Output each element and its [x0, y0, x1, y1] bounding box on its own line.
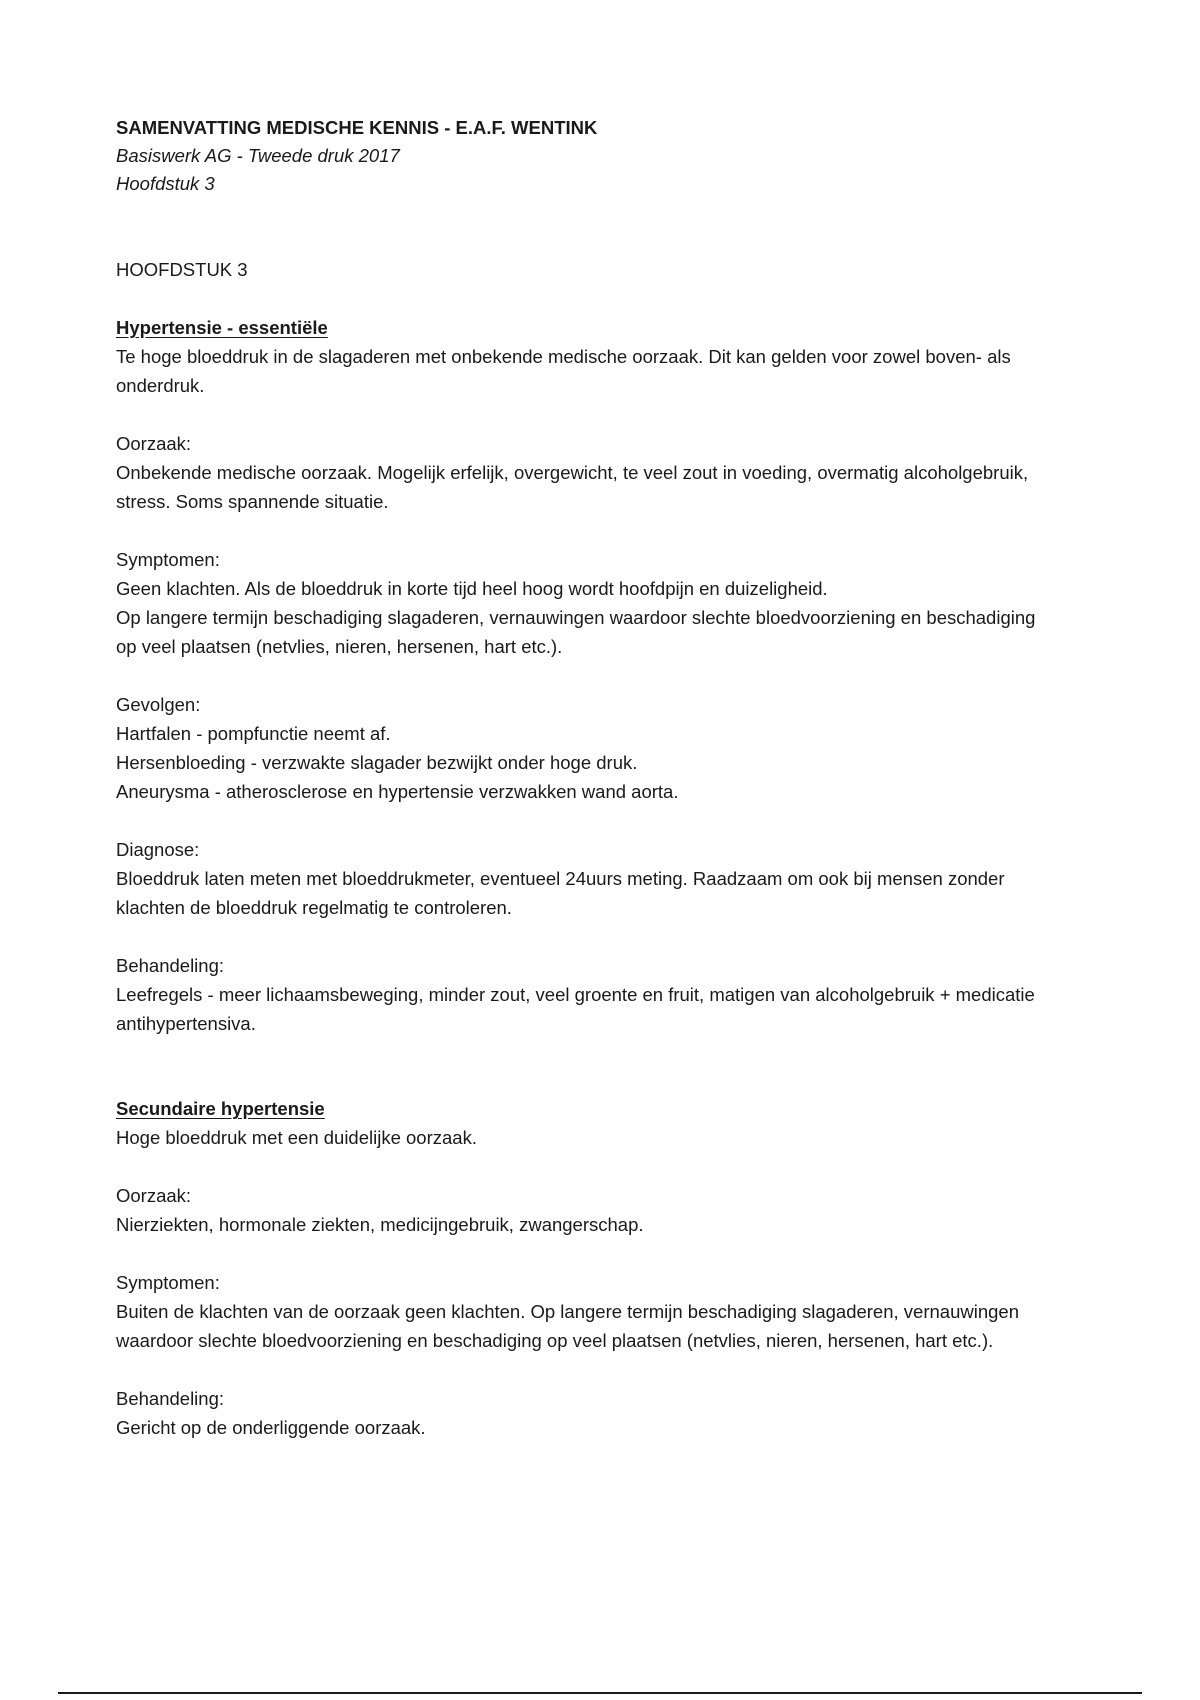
block-line: Aneurysma - atherosclerose en hypertensie verzwakken wand aorta. [116, 781, 679, 802]
section-essential-hypertension [116, 314, 1056, 1038]
block-line: Geen klachten. Als de bloeddruk in korte tijd heel hoog wordt hoofdpijn en duizeligheid. [116, 578, 828, 599]
block-label: Gevolgen: [116, 694, 201, 715]
section-secondary-hypertension [116, 1095, 1056, 1442]
chapter-heading: HOOFDSTUK 3 [116, 259, 248, 280]
section-heading: Hypertensie - essentiële [116, 317, 328, 338]
block-symptoms [116, 1268, 1056, 1355]
document-page [116, 114, 1056, 1442]
document-subtitle-book: Basiswerk AG - Tweede druk 2017 [116, 145, 400, 166]
block-line: Onbekende medische oorzaak. Mogelijk erfelijk, overgewicht, te veel zout in voeding, overmatig alcoholgebruik, stress. Soms spannende situatie. [116, 462, 1029, 512]
block-label: Behandeling: [116, 955, 225, 976]
block-line: Leefregels - meer lichaamsbeweging, minder zout, veel groente en fruit, matigen van alcoholgebruik + medicatie antihypertensiva. [116, 984, 1035, 1034]
block-line: Gericht op de onderliggende oorzaak. [116, 1417, 426, 1438]
block-line: Hartfalen - pompfunctie neemt af. [116, 723, 391, 744]
block-cause [116, 1181, 1056, 1239]
block-treatment [116, 1384, 1056, 1442]
block-treatment [116, 951, 1056, 1038]
section-intro: Te hoge bloeddruk in de slagaderen met onbekende medische oorzaak. Dit kan gelden voor zowel boven- als onderdruk. [116, 346, 1011, 396]
section-intro: Hoge bloeddruk met een duidelijke oorzaak. [116, 1127, 477, 1148]
block-diagnosis [116, 835, 1056, 922]
block-line: Nierziekten, hormonale ziekten, medicijngebruik, zwangerschap. [116, 1214, 644, 1235]
block-label: Behandeling: [116, 1388, 225, 1409]
block-label: Oorzaak: [116, 433, 192, 454]
block-symptoms [116, 545, 1056, 661]
block-cause [116, 429, 1056, 516]
document-title: SAMENVATTING MEDISCHE KENNIS - E.A.F. WENTINK [116, 117, 598, 138]
block-label: Diagnose: [116, 839, 200, 860]
block-label: Symptomen: [116, 1272, 220, 1293]
block-label: Symptomen: [116, 549, 220, 570]
document-subtitle-chapter: Hoofdstuk 3 [116, 173, 215, 194]
block-line: Bloeddruk laten meten met bloeddrukmeter, eventueel 24uurs meting. Raadzaam om ook bij mensen zonder klachten de bloeddruk regelmatig te controleren. [116, 868, 1005, 918]
footer-divider [58, 1692, 1142, 1694]
block-line: Op langere termijn beschadiging slagaderen, vernauwingen waardoor slechte bloedvoorziening en beschadiging op veel plaatsen (netvlies, nieren, hersenen, hart etc.). [116, 607, 1036, 657]
block-consequences [116, 690, 1056, 806]
block-line: Hersenbloeding - verzwakte slagader bezwijkt onder hoge druk. [116, 752, 638, 773]
block-line: Buiten de klachten van de oorzaak geen klachten. Op langere termijn beschadiging slagaderen, vernauwingen waardoor slechte bloedvoorziening en beschadiging op veel plaatsen (netvlies, nieren, hersenen, hart etc.). [116, 1301, 1019, 1351]
block-label: Oorzaak: [116, 1185, 192, 1206]
section-heading: Secundaire hypertensie [116, 1098, 325, 1119]
